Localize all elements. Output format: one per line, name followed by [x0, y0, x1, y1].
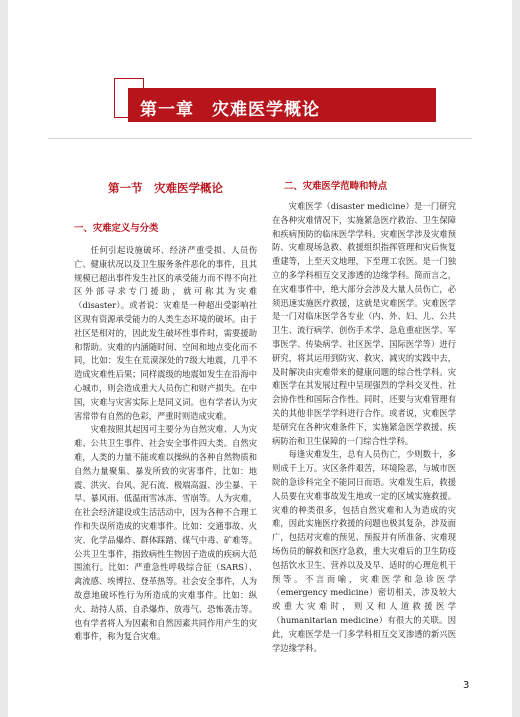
- section-title: 第一节 灾难医学概论: [108, 181, 223, 195]
- paragraph: 灾难医学（disaster medicine）是一门研究在各种灾难情况下，实施紧急医疗救治、卫生保障和疾病预防的临床医学学科。灾难医学涉及灾难预防、灾难现场急救、救援组织指挥管理和灾后恢复重建等，上至天文地理，下至理工农医。是一门独立的多学科相互交叉渗透的边缘学科。简而言之，在灾难事件中，绝大部分会涉及大量人员伤亡，必须迅速实施医疗救援，这就是灾难医学。灾难医学是一门对临床医学各专业（内、外、妇、儿、公共卫生、流行病学、创伤手术学、急危重症医学、军事医学、传染病学、社区医学、国际医学等）进行研究，将其运用到防灾、救灾、减灾的实践中去，及时解决由灾难带来的健康问题的综合性学科。灾难医学在其发展过程中呈现强烈的学科交叉性、社会协作性和国际合作性。同时，还要与灾难管理有关的其他非医学学科进行合作。或者说，灾难医学是研究在各种灾难条件下，实施紧急医学救援、疾病防治和卫生保障的一门综合性学科。: [272, 201, 456, 446]
- book-page: [8, 0, 512, 717]
- left-subheading: 一、灾难定义与分类: [74, 223, 159, 234]
- right-column: [272, 200, 456, 655]
- chapter-header-bar: [128, 88, 436, 122]
- header-divider: [48, 138, 472, 139]
- paragraph: 任何引起设施破坏、经济严重受损、人员伤亡、健康状况以及卫生服务条件恶化的事件，且其规模已超出事件发生社区的承受能力而不得不向社区外部寻求专门援助，就可称其为灾难（disaster）。或者说：灾难是一种超出受影响社区现有资源承受能力的人类生态环境的破坏。由于社区是相对的，因此发生破坏性事件时，需要援助和帮助。灾难的内涵随时间、空间和地点变化而不同，比如：发生在荒漠深处的7级大地震，几乎不造成灾难性后果；同样震级的地震如发生在沿海中心城市，则会造成重大人员伤亡和财产损失。在中国，灾难与灾害实际上是同义词。也有学者认为灾害常带有自然的色彩，严重时则造成灾难。: [74, 245, 257, 421]
- paragraph: 每逢灾难发生，总有人员伤亡，少则数十，多则成千上万。灾区条件艰苦，环境险恶，与城市医院的急诊科完全不能同日而语。灾难发生后，救援人员要在灾难事故发生地或一定的区域实施救援。灾难的种类很多，包括自然灾难和人为造成的灾难，因此实施医疗救援的问题也极其复杂，涉及面广，包括对灾难的预见、预报并有所准备、灾难现场伤员的解救和医疗急救，重大灾难后的卫生防疫包括饮水卫生、营养以及及早、适时的心理危机干预等。不言而喻，灾难医学和急诊医学（emergency medicine）密切相关，涉及较大或重大灾难时，则又和人道救援医学（humanitarian medicine）有很大的关联。因此，灾难医学是一门多学科相互交叉渗透的新兴医学边缘学科。: [272, 449, 456, 653]
- left-column: [74, 244, 257, 644]
- page-number: 3: [463, 680, 470, 691]
- right-subheading: 二、灾难医学范畴和特点: [284, 181, 388, 192]
- paragraph: 灾难按照其起因可主要分为自然灾难、人为灾难、公共卫生事件、社会安全事件四大类。自然灾难，人类的力量不能或难以操纵的各种自然物质和自然力量聚集、暴发所致的灾害事件，比如：地震、洪灾、台风、泥石流、极端高温、沙尘暴、干旱、暴风雨、低温雨雪冰冻、雪崩等。人为灾难，在社会经济建设或生活活动中，因为各种不合理工作和失误所造成的灾难事件。比如：交通事故、火灾、化学品爆炸、群体踩踏、煤气中毒、矿难等。公共卫生事件，指致病性生物因子造成的疾病大范围流行。比如：严重急性呼吸综合征（SARS）、禽流感、埃博拉、登革热等。社会安全事件，人为故意地破坏性行为所造成的灾难事件。比如：纵火、劫持人质、自杀爆炸、放毒气、恐怖袭击等。也有学者将人为因素和自然因素共同作用产生的灾难事件，称为复合灾难。: [74, 424, 257, 642]
- chapter-title: 第一章 灾难医学概论: [140, 100, 320, 120]
